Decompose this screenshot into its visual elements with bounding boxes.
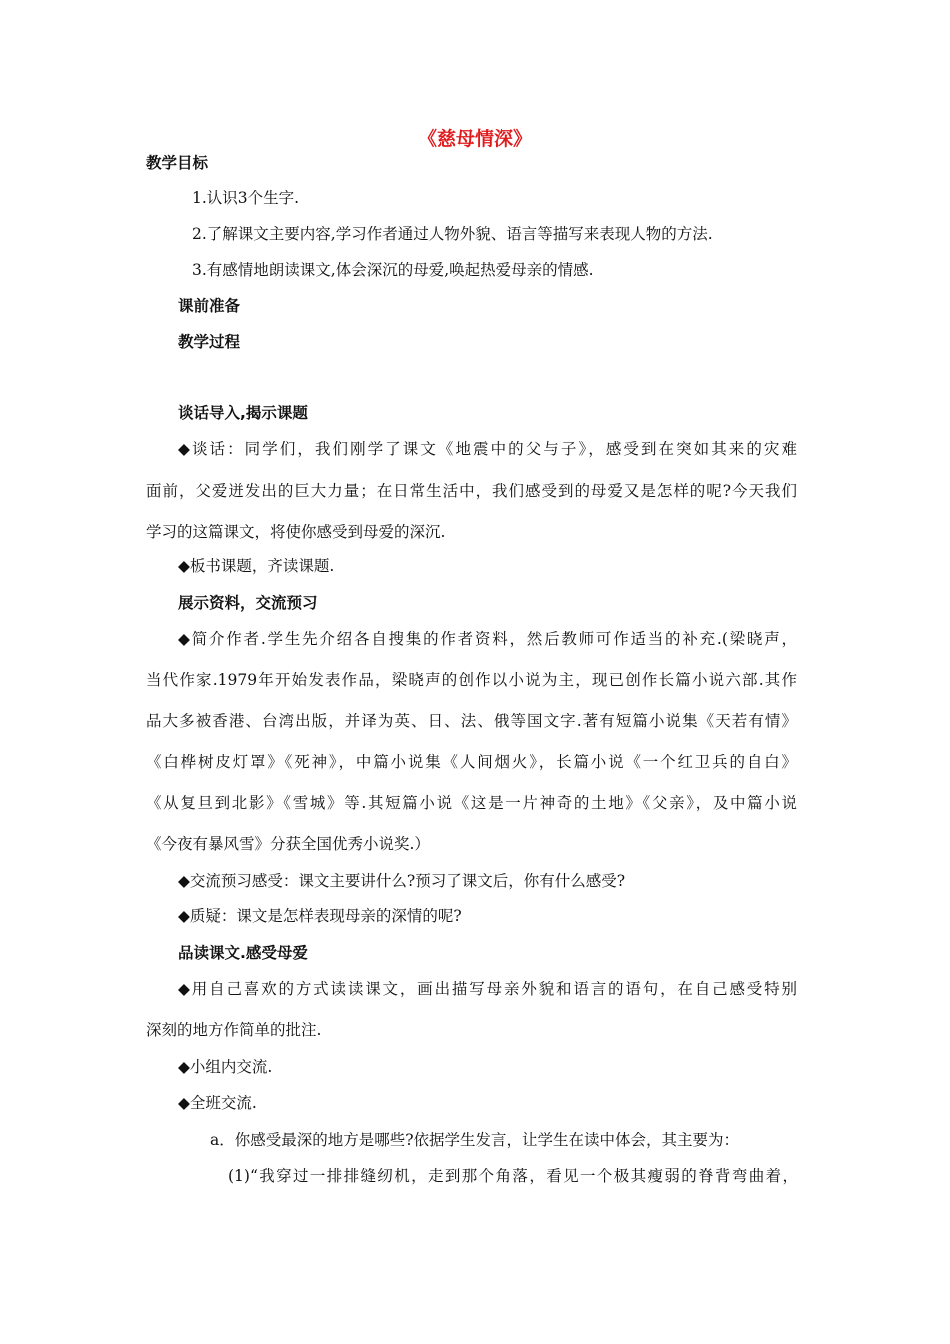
heading-process: 教学过程 bbox=[178, 333, 241, 351]
heading-section-3: 品读课文.感受母爱 bbox=[178, 944, 308, 962]
heading-teaching-goals: 教学目标 bbox=[146, 154, 209, 172]
goal-item-3: 3.有感情地朗读课文,体会深沉的母爱,唤起热爱母亲的情感. bbox=[192, 261, 594, 279]
paragraph-line: ◆谈话：同学们，我们刚学了课文《地震中的父与子》，感受到在突如其来的灾难 bbox=[178, 440, 797, 458]
paragraph-line: 当代作家.1979年开始发表作品，梁晓声的创作以小说为主，现已创作长篇小说六部.其作 bbox=[146, 671, 797, 689]
heading-section-1: 谈话导入,揭示课题 bbox=[178, 404, 308, 422]
paragraph-line: ◆板书课题，齐读课题. bbox=[178, 557, 335, 575]
heading-section-2: 展示资料，交流预习 bbox=[178, 594, 318, 612]
paragraph-line: ◆用自己喜欢的方式读读课文，画出描写母亲外貌和语言的语句，在自己感受特别 bbox=[178, 980, 797, 998]
paragraph-line: ◆质疑：课文是怎样表现母亲的深情的呢? bbox=[178, 907, 462, 925]
paragraph-line: 品大多被香港、台湾出版，并译为英、日、法、俄等国文字.著有短篇小说集《天若有情》 bbox=[146, 712, 797, 730]
paragraph-line: 《从复旦到北影》《雪城》等.其短篇小说《这是一片神奇的土地》《父亲》，及中篇小说 bbox=[146, 794, 797, 812]
paragraph-line: 《白桦树皮灯罩》《死神》，中篇小说集《人间烟火》，长篇小说《一个红卫兵的自白》 bbox=[146, 753, 797, 771]
paragraph-line: ◆简介作者.学生先介绍各自搜集的作者资料，然后教师可作适当的补充.(梁晓声， bbox=[178, 630, 797, 648]
paragraph-line: 深刻的地方作简单的批注. bbox=[146, 1021, 322, 1039]
paragraph-line: 面前，父爱迸发出的巨大力量；在日常生活中，我们感受到的母爱又是怎样的呢?今天我们 bbox=[146, 482, 797, 500]
paragraph-line: a．你感受最深的地方是哪些?依据学生发言，让学生在读中体会，其主要为： bbox=[210, 1131, 740, 1149]
heading-preparation: 课前准备 bbox=[178, 297, 241, 315]
paragraph-line: ◆全班交流. bbox=[178, 1094, 257, 1112]
goal-item-1: 1.认识3个生字. bbox=[192, 189, 300, 207]
paragraph-line: 《今夜有暴风雪》分获全国优秀小说奖.） bbox=[146, 835, 430, 853]
paragraph-line: ◆小组内交流. bbox=[178, 1058, 273, 1076]
document-title: 《慈母情深》 bbox=[417, 128, 532, 150]
paragraph-line: ◆交流预习感受：课文主要讲什么?预习了课文后，你有什么感受? bbox=[178, 872, 626, 890]
paragraph-line: 学习的这篇课文，将使你感受到母爱的深沉. bbox=[146, 523, 446, 541]
paragraph-line: (1)“我穿过一排排缝纫机，走到那个角落，看见一个极其瘦弱的脊背弯曲着， bbox=[228, 1167, 798, 1185]
goal-item-2: 2.了解课文主要内容,学习作者通过人物外貌、语言等描写来表现人物的方法. bbox=[192, 225, 713, 243]
